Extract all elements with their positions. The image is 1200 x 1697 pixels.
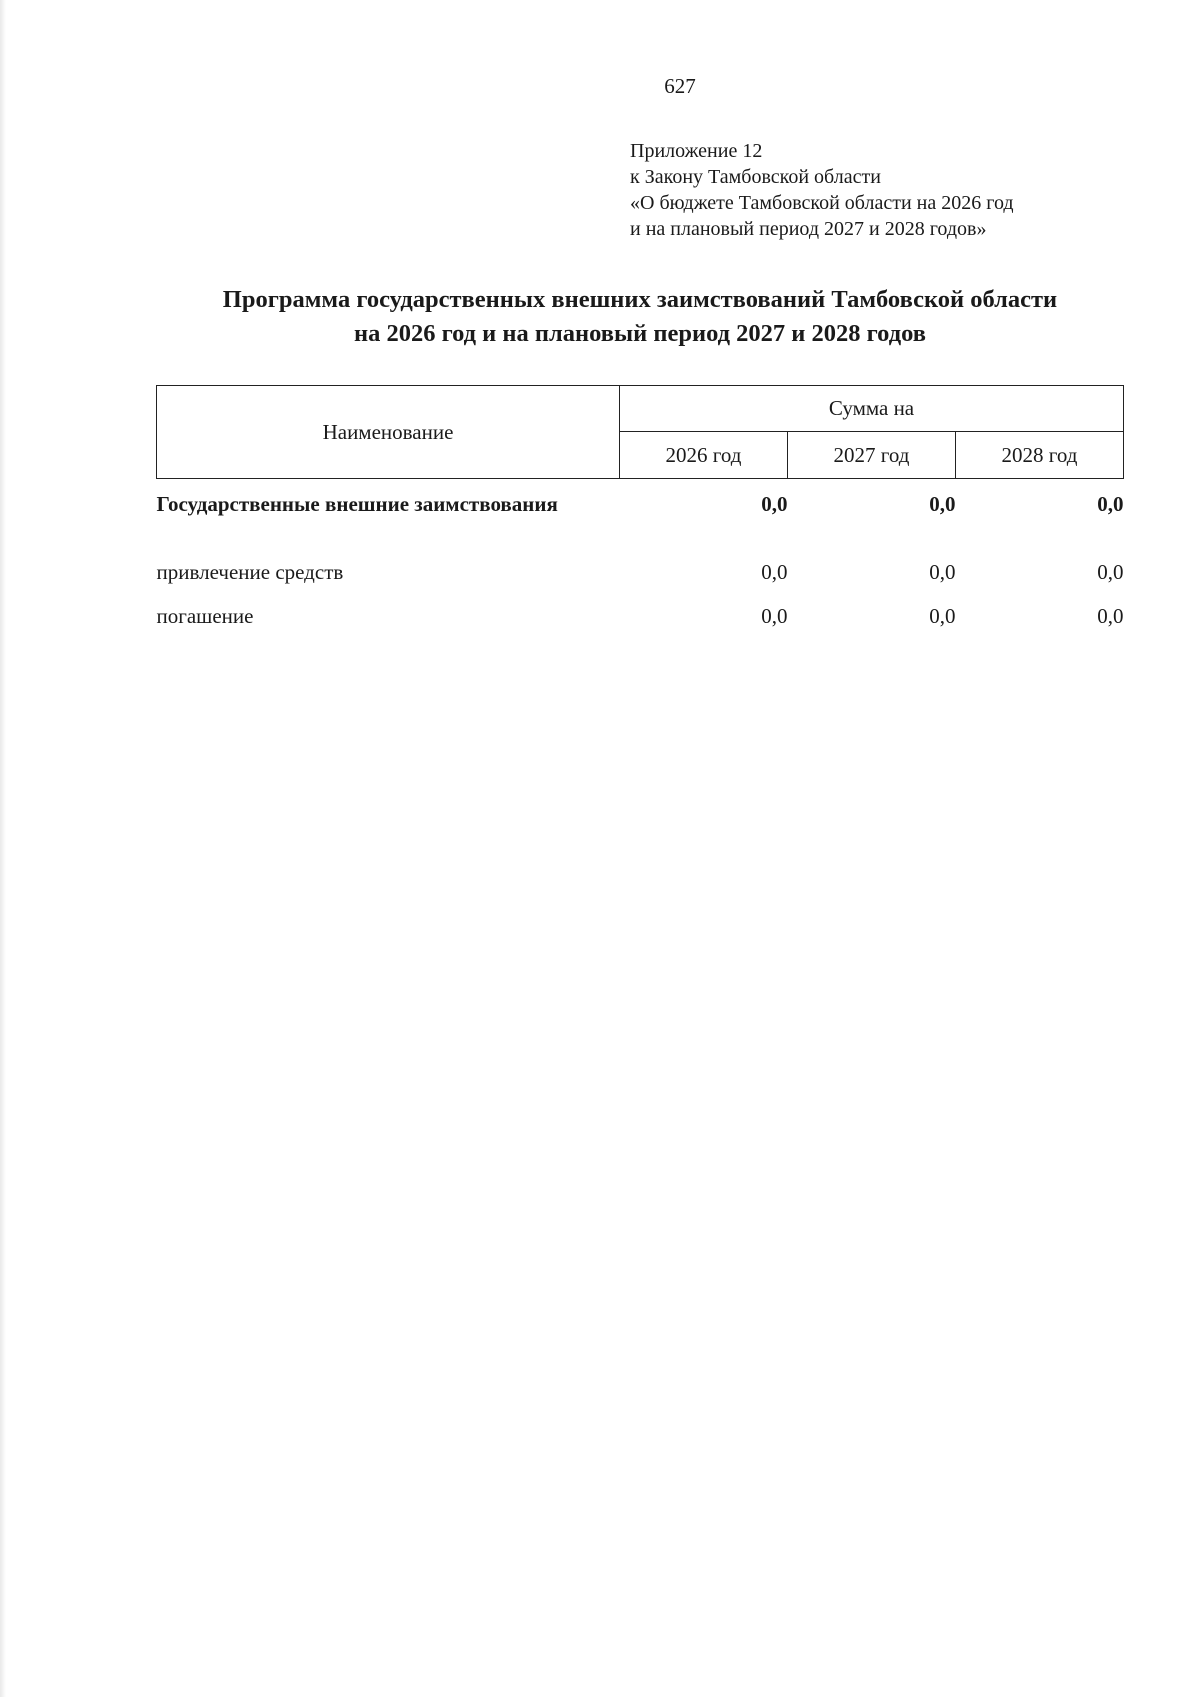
table-row (157, 557, 1124, 601)
appendix-line: Приложение 12 (630, 140, 763, 162)
table-row (157, 601, 1124, 645)
row-name: привлечение средств (156, 560, 344, 584)
page-number: 627 (664, 74, 696, 98)
row-value-2027: 0,0 (929, 604, 956, 628)
row-value-2026: 0,0 (761, 492, 788, 516)
header-sum: Сумма на (620, 386, 1124, 432)
row-value-2026: 0,0 (761, 604, 788, 628)
appendix-block (630, 138, 1014, 242)
appendix-line: и на плановый период 2027 и 2028 годов» (630, 218, 987, 240)
table-header (157, 386, 1124, 479)
row-value-2026: 0,0 (761, 560, 788, 584)
row-value-2028: 0,0 (1097, 604, 1124, 628)
row-value-2028: 0,0 (1097, 560, 1124, 584)
row-value-2027: 0,0 (929, 560, 956, 584)
row-value-2028: 0,0 (1097, 492, 1124, 516)
table-row (157, 479, 1124, 558)
scan-edge (0, 0, 6, 1697)
header-year-2026: 2026 год (620, 432, 788, 479)
header-year-2028: 2028 год (956, 432, 1124, 479)
appendix-line: к Закону Тамбовской области (630, 166, 881, 188)
row-value-2027: 0,0 (929, 492, 956, 516)
borrowings-table (156, 385, 1124, 645)
document-title-line: Программа государственных внешних заимствований Тамбовской области (222, 286, 1058, 313)
row-name: Государственные внешние заимствования (156, 492, 558, 516)
document-title-line: на 2026 год и на плановый период 2027 и 2028 годов (353, 320, 926, 347)
header-name: Наименование (157, 386, 620, 479)
table-body (157, 479, 1124, 646)
document-title (160, 283, 1120, 351)
header-year-2027: 2027 год (788, 432, 956, 479)
row-name: погашение (156, 604, 254, 628)
appendix-line: «О бюджете Тамбовской области на 2026 год (630, 192, 1014, 214)
